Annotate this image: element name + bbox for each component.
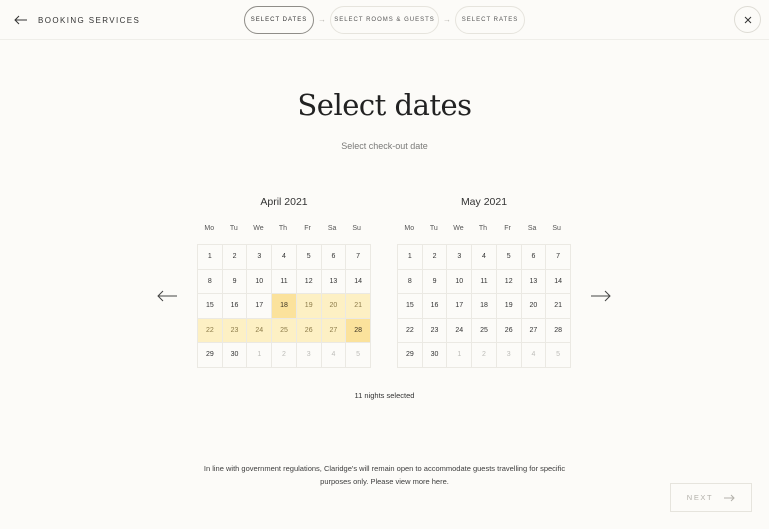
- weekday-label: We: [453, 225, 464, 232]
- nights-selected: 11 nights selected: [354, 391, 415, 400]
- day-cell[interactable]: 26: [297, 319, 322, 344]
- day-cell[interactable]: 12: [297, 270, 322, 295]
- day-cell[interactable]: 1: [398, 245, 423, 270]
- weekday-label: Mo: [404, 225, 415, 232]
- day-cell[interactable]: 6: [322, 245, 347, 270]
- day-cell[interactable]: 28: [346, 319, 371, 344]
- weekday-label: Su: [352, 225, 361, 232]
- step-select-rates[interactable]: [455, 6, 525, 34]
- weekday-label: We: [253, 225, 264, 232]
- header: [0, 0, 769, 40]
- day-cell[interactable]: 2: [223, 245, 248, 270]
- day-cell[interactable]: 7: [546, 245, 571, 270]
- next-button[interactable]: [670, 483, 752, 512]
- day-cell[interactable]: 29: [198, 343, 223, 368]
- weekday-label: Sa: [327, 225, 337, 232]
- weekday-header: [397, 225, 571, 235]
- day-cell[interactable]: 30: [423, 343, 448, 368]
- day-cell[interactable]: 20: [522, 294, 547, 319]
- day-cell[interactable]: 27: [322, 319, 347, 344]
- weekday-label: Tu: [229, 225, 238, 232]
- weekday-label: Fr: [504, 225, 511, 232]
- arrow-left-icon: [14, 15, 28, 25]
- page-title: Select dates: [297, 88, 472, 122]
- step-separator-icon: →: [318, 15, 326, 24]
- day-cell[interactable]: 11: [472, 270, 497, 295]
- day-cell[interactable]: 1: [198, 245, 223, 270]
- weekday-label: Tu: [429, 225, 438, 232]
- arrow-right-icon: [590, 289, 611, 306]
- day-cell[interactable]: 23: [223, 319, 248, 344]
- day-cell: 3: [497, 343, 522, 368]
- day-cell[interactable]: 19: [497, 294, 522, 319]
- booking-steps: [244, 5, 525, 34]
- close-button[interactable]: [734, 6, 761, 33]
- weekday-label: Th: [478, 225, 488, 232]
- day-cell[interactable]: 15: [198, 294, 223, 319]
- day-cell[interactable]: 26: [497, 319, 522, 344]
- day-cell[interactable]: 8: [198, 270, 223, 295]
- day-cell: 4: [322, 343, 347, 368]
- calendar-month: [197, 196, 371, 368]
- day-cell[interactable]: 30: [223, 343, 248, 368]
- day-cell[interactable]: 21: [546, 294, 571, 319]
- step-select-rooms-guests[interactable]: [330, 6, 439, 34]
- day-cell[interactable]: 12: [497, 270, 522, 295]
- day-cell[interactable]: 5: [297, 245, 322, 270]
- close-icon: [744, 11, 752, 29]
- day-cell[interactable]: 6: [522, 245, 547, 270]
- step-label: SELECT ROOMS & GUESTS: [334, 16, 435, 23]
- weekday-header: [197, 225, 371, 235]
- government-notice: In line with government regulations, Claridge's will remain open to accommodate guests travelling for specific purposes only. Please view more here.: [203, 464, 566, 486]
- day-cell[interactable]: 24: [247, 319, 272, 344]
- weekday-label: Su: [552, 225, 561, 232]
- day-cell: 2: [272, 343, 297, 368]
- day-cell[interactable]: 21: [346, 294, 371, 319]
- page-subtitle: Select check-out date: [341, 141, 428, 151]
- weekday-label: Th: [278, 225, 288, 232]
- day-cell: 5: [346, 343, 371, 368]
- day-cell: 1: [247, 343, 272, 368]
- day-cell[interactable]: 14: [546, 270, 571, 295]
- month-title: April 2021: [260, 196, 308, 208]
- day-cell[interactable]: 20: [322, 294, 347, 319]
- day-cell: 1: [447, 343, 472, 368]
- back-button[interactable]: [14, 12, 140, 28]
- day-cell[interactable]: 8: [398, 270, 423, 295]
- day-grid: [397, 244, 571, 368]
- weekday-label: Sa: [527, 225, 537, 232]
- day-cell[interactable]: 29: [398, 343, 423, 368]
- next-month-button[interactable]: [590, 289, 611, 307]
- day-cell[interactable]: 5: [497, 245, 522, 270]
- day-cell: 4: [522, 343, 547, 368]
- day-cell[interactable]: 28: [546, 319, 571, 344]
- arrow-right-icon: [723, 489, 735, 507]
- day-cell[interactable]: 2: [423, 245, 448, 270]
- step-label: SELECT RATES: [461, 16, 519, 23]
- day-grid: [197, 244, 371, 368]
- weekday-label: Mo: [204, 225, 215, 232]
- day-cell[interactable]: 25: [472, 319, 497, 344]
- day-cell[interactable]: 11: [272, 270, 297, 295]
- weekday-label: Fr: [304, 225, 311, 232]
- day-cell: 2: [472, 343, 497, 368]
- month-title: May 2021: [460, 196, 508, 208]
- day-cell[interactable]: 7: [346, 245, 371, 270]
- day-cell[interactable]: 27: [522, 319, 547, 344]
- day-cell: 5: [546, 343, 571, 368]
- day-cell[interactable]: 24: [447, 319, 472, 344]
- day-cell[interactable]: 13: [322, 270, 347, 295]
- calendar-month: [397, 196, 571, 368]
- day-cell[interactable]: 17: [247, 294, 272, 319]
- step-separator-icon: →: [443, 15, 451, 24]
- day-cell[interactable]: 15: [398, 294, 423, 319]
- day-cell[interactable]: 9: [423, 270, 448, 295]
- arrow-left-icon: [157, 289, 178, 306]
- day-cell[interactable]: 18: [472, 294, 497, 319]
- back-label: BOOKING SERVICES: [38, 15, 141, 25]
- previous-month-button[interactable]: [157, 289, 178, 307]
- day-cell[interactable]: 4: [472, 245, 497, 270]
- step-label: SELECT DATES: [250, 16, 308, 23]
- day-cell[interactable]: 23: [423, 319, 448, 344]
- day-cell[interactable]: 16: [423, 294, 448, 319]
- day-cell[interactable]: 10: [447, 270, 472, 295]
- day-cell[interactable]: 9: [223, 270, 248, 295]
- day-cell[interactable]: 25: [272, 319, 297, 344]
- next-label: NEXT: [686, 493, 714, 502]
- day-cell[interactable]: 3: [447, 245, 472, 270]
- day-cell[interactable]: 22: [198, 319, 223, 344]
- day-cell[interactable]: 4: [272, 245, 297, 270]
- day-cell[interactable]: 22: [398, 319, 423, 344]
- day-cell[interactable]: 10: [247, 270, 272, 295]
- day-cell[interactable]: 14: [346, 270, 371, 295]
- day-cell[interactable]: 3: [247, 245, 272, 270]
- day-cell[interactable]: 16: [223, 294, 248, 319]
- day-cell[interactable]: 17: [447, 294, 472, 319]
- day-cell: 3: [297, 343, 322, 368]
- step-select-dates[interactable]: [244, 6, 314, 34]
- day-cell[interactable]: 19: [297, 294, 322, 319]
- day-cell[interactable]: 13: [522, 270, 547, 295]
- day-cell[interactable]: 18: [272, 294, 297, 319]
